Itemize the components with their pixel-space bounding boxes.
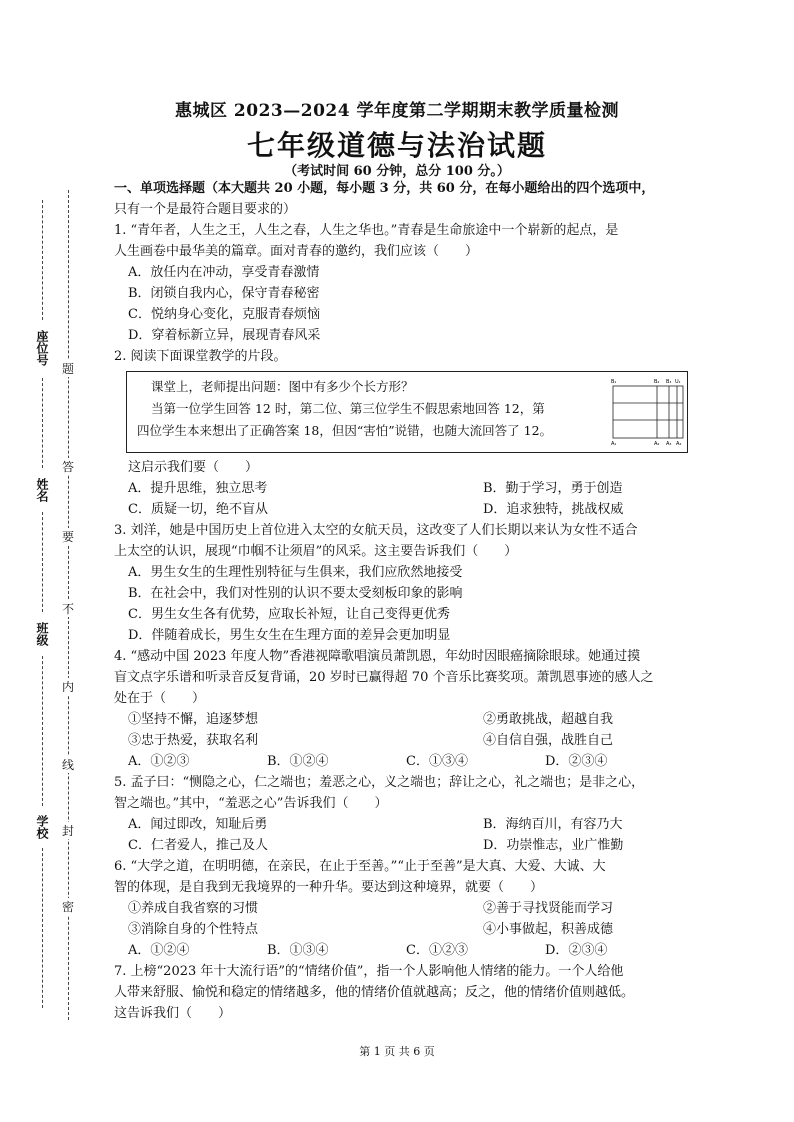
q6-item-4: ④小事做起，积善成德	[483, 922, 614, 937]
q4-option-c: C．①③④	[406, 754, 468, 769]
questions	[114, 178, 684, 1024]
q6-stem: 6. “大学之道，在明明德，在亲民，在止于至善。”“止于至善”是大真、大爱、大诚、大	[114, 859, 606, 874]
fill-line	[42, 200, 43, 320]
q4-stem-cont: 盲文点字乐谱和听录音反复背诵，20 岁时已赢得超 70 个音乐比赛奖项。萧凯恩事迹的感人之	[114, 670, 654, 685]
q4-item-4: ④自信自强，战胜自己	[483, 733, 614, 748]
q3-stem-cont: 上太空的认识，展现“巾帼不让须眉”的风采。这主要告诉我们（ ）	[114, 544, 518, 559]
q3-option-d: D．伴随着成长，男生女生在生理方面的差异会更加明显	[128, 628, 451, 643]
q2-material-box	[126, 371, 688, 453]
fig-label: A₁	[611, 441, 617, 446]
section-heading-cont: 只有一个是最符合题目要求的）	[114, 202, 297, 217]
q6-option-d: D．②③④	[545, 943, 608, 958]
q4-stem-cont: 处在于（ ）	[114, 691, 206, 706]
q4-item-2: ②勇敢挑战，超越自我	[483, 712, 614, 727]
q6-option-c: C．①②③	[406, 943, 468, 958]
q6-stem-cont: 智的体现，是自我到无我境界的一种升华。要达到这种境界，就要（ ）	[114, 880, 544, 895]
q6-option-a: A．①②④	[128, 943, 190, 958]
q2-material-line: 当第一位学生回答 12 时，第二位、第三位学生不假思索地回答 12，第	[151, 401, 545, 416]
q5-option-d: D．功崇惟志，业广惟勤	[483, 838, 624, 853]
fill-line	[42, 512, 43, 612]
q5-option-b: B．海纳百川，有容乃大	[483, 817, 623, 832]
q3-stem: 3. 刘洋，她是中国历史上首位进入太空的女航天员，这改变了人们长期以来认为女性不适合	[114, 523, 638, 538]
class-label: 班级	[35, 622, 49, 646]
q2-material-line: 课堂上，老师提出问题：图中有多少个长方形？	[151, 379, 414, 394]
q7-stem: 7. 上榜“2023 年十大流行语”的“情绪价值”，指一个人影响他人情绪的能力。一个人给他	[114, 964, 624, 979]
q5-stem: 5. 孟子曰：“恻隐之心，仁之端也；羞恶之心，义之端也；辞让之心，礼之端也；是非之心，	[114, 775, 645, 790]
name-label: 姓名	[35, 478, 49, 502]
q1-option-d: D．穿着标新立异，展现青春风采	[128, 328, 321, 343]
seal-char: 答	[62, 460, 75, 474]
seal-char: 内	[62, 680, 75, 694]
school-label: 学校	[35, 815, 49, 839]
q1-option-c: C．悦纳身心变化，克服青春烦恼	[128, 307, 320, 322]
fig-label: B₂	[654, 379, 660, 385]
q4-option-b: B．①②④	[267, 754, 329, 769]
seal-char: 不	[62, 602, 75, 616]
q2-stem: 2. 阅读下面课堂教学的片段。	[114, 349, 287, 364]
fig-label: B₃	[666, 379, 672, 385]
q3-option-b: B．在社会中，我们对性别的认识不要太受刻板印象的影响	[128, 586, 463, 601]
section-heading: 一、单项选择题（本大题共 20 小题，每小题 3 分，共 60 分，在每小题给出的四个选项中，	[114, 181, 655, 196]
q3-option-a: A．男生女生的生理性别特征与生俱来，我们应欣然地接受	[128, 565, 463, 580]
rectangle-figure	[611, 376, 685, 446]
exam-header: 惠城区 2023—2024 学年度第二学期期末教学质量检测	[175, 101, 619, 121]
q1-option-a: A．放任内在冲动，享受青春激情	[128, 265, 320, 280]
seal-char: 题	[62, 362, 75, 376]
q6-item-2: ②善于寻找贤能而学习	[483, 901, 614, 916]
fig-label: B₁	[611, 379, 617, 385]
q1-stem: 1. “青年者，人生之王，人生之春，人生之华也。”青春是生命旅途中一个崭新的起点，是	[114, 223, 619, 238]
q2-question: 这启示我们要（ ）	[128, 460, 259, 475]
q1-option-b: B．闭锁自我内心，保守青春秘密	[128, 286, 320, 301]
seal-char: 密	[62, 900, 75, 914]
fill-line	[42, 378, 43, 468]
q2-option-d: D．追求独特，挑战权威	[483, 502, 624, 517]
q2-option-a: A．提升思维，独立思考	[128, 481, 268, 496]
q2-option-b: B．勤于学习，勇于创造	[483, 481, 623, 496]
fig-label: A₂	[654, 441, 660, 446]
q2-material-line: 四位学生本来想出了正确答案 18，但因“害怕”说错，也随大流回答了 12。	[137, 423, 553, 438]
q5-option-c: C．仁者爱人，推己及人	[128, 838, 268, 853]
q3-option-c: C．男生女生各有优势，应取长补短，让自己变得更优秀	[128, 607, 450, 622]
q4-stem: 4. “感动中国 2023 年度人物”香港视障歌唱演员萧凯恩，年幼时因眼癌摘除眼球。她通过摸	[114, 649, 641, 664]
page-footer: 第 1 页 共 6 页	[359, 1045, 435, 1058]
q6-item-1: ①养成自我省察的习惯	[128, 901, 259, 916]
q6-option-b: B．①③④	[267, 943, 329, 958]
exam-title: 七年级道德与法治试题	[246, 129, 547, 162]
fig-label: A₃	[666, 441, 672, 446]
seal-char: 封	[62, 824, 75, 838]
q4-option-d: D．②③④	[545, 754, 608, 769]
seal-char: 线	[62, 758, 75, 772]
fill-line	[42, 656, 43, 806]
q6-item-3: ③消除自身的个性特点	[128, 922, 259, 937]
binding-margin	[20, 190, 100, 1020]
q5-option-a: A．闻过即改，知耻后勇	[128, 817, 268, 832]
seal-char: 要	[62, 530, 75, 544]
q2-option-c: C．质疑一切，绝不盲从	[128, 502, 268, 517]
exam-subtitle: （考试时间 60 分钟，总分 100 分。）	[284, 164, 510, 179]
q5-stem-cont: 智之端也。”其中，“羞恶之心”告诉我们（ ）	[114, 796, 388, 811]
fig-label: U₁	[675, 379, 681, 385]
q1-stem-cont: 人生画卷中最华美的篇章。面对青春的邀约，我们应该（ ）	[114, 244, 479, 259]
q4-option-a: A．①②③	[128, 754, 190, 769]
q7-stem-cont: 人带来舒服、愉悦和稳定的情绪越多，他的情绪价值就越高；反之，他的情绪价值则越低。	[114, 985, 635, 1000]
seat-number-label: 座位号	[35, 330, 49, 366]
q4-item-1: ①坚持不懈，追逐梦想	[128, 712, 259, 727]
fig-label: A₄	[676, 441, 682, 446]
fill-line	[42, 848, 43, 1008]
q7-stem-cont: 这告诉我们（ ）	[114, 1006, 232, 1021]
q4-item-3: ③忠于热爱，获取名利	[128, 733, 259, 748]
